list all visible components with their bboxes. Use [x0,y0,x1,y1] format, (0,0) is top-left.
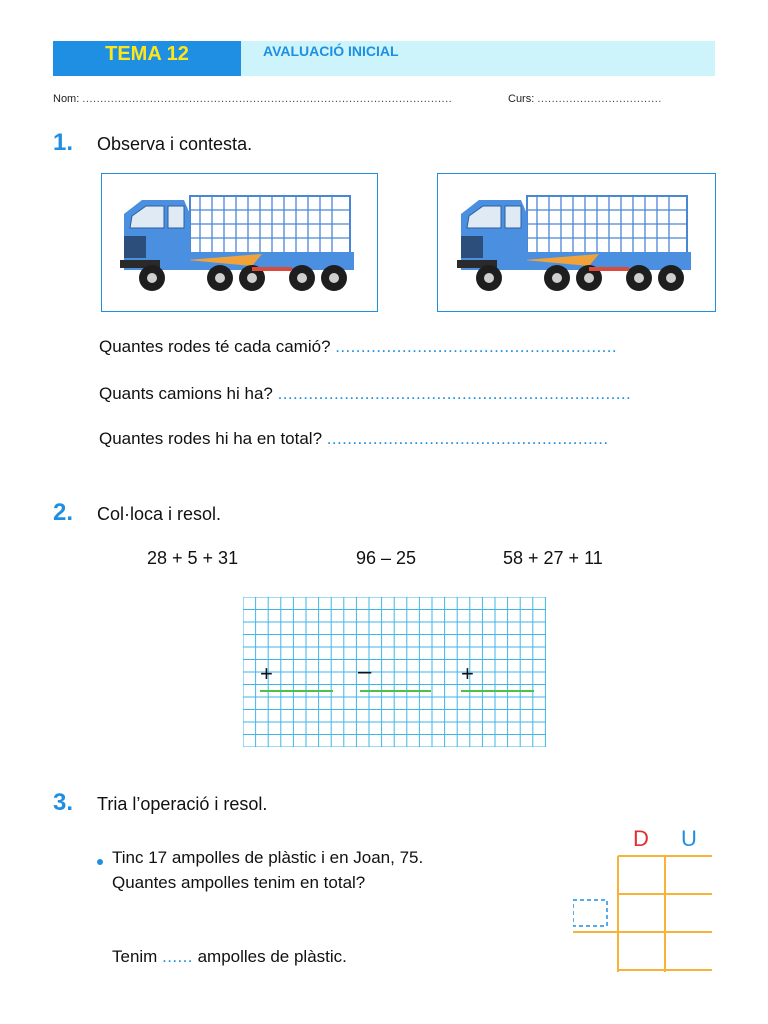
answer-line[interactable]: ....................................................... [326,429,609,448]
operation-1: 28 + 5 + 31 [147,548,239,568]
calculation-grid[interactable] [243,597,546,747]
minus-sign: – [358,658,372,685]
q1-instruction: Observa i contesta. [97,134,253,154]
answer-blank[interactable]: ...... [162,947,193,966]
truck-image-2 [437,173,716,312]
operation-3: 58 + 27 + 11 [503,548,603,568]
truck-image-1 [101,173,378,312]
page-title: AVALUACIÓ INICIAL [263,43,399,59]
tens-units-box[interactable] [573,826,713,972]
q1-number: 1. [53,129,74,156]
q1-question-1-text: Quantes rodes té cada camió? [99,337,331,356]
q2-instruction: Col·loca i resol. [97,504,222,524]
truck-icon [438,174,715,311]
name-label: Nom: [53,93,80,105]
answer-suffix: ampolles de plàstic. [197,947,347,966]
q3-number: 3. [53,789,74,816]
answer-line[interactable]: ..................................................................... [277,384,632,403]
name-field[interactable] [53,93,452,105]
operation-2: 96 – 25 [356,548,417,568]
bullet-icon [96,853,104,861]
q1-question-2-text: Quants camions hi ha? [99,384,273,403]
name-dots: ........................................................................................................ [82,93,453,105]
answer-line[interactable]: ....................................................... [335,337,618,356]
q1-question-3 [99,428,609,450]
q1-question-3-text: Quantes rodes hi ha en total? [99,429,323,448]
problem-line-2: Quantes ampolles tenim en total? [112,873,366,892]
truck-icon [102,174,377,311]
carry-box[interactable] [573,900,607,926]
tens-label: D [633,826,649,851]
plus-sign: + [461,661,474,686]
course-label: Curs: [508,93,535,105]
q1-question-2 [99,383,631,405]
plus-sign: + [260,661,273,686]
tema-label: TEMA 12 [105,43,189,65]
q3-answer [112,946,347,968]
units-label: U [681,826,697,851]
q3-instruction: Tria l’operació i resol. [97,794,268,814]
course-dots: ................................... [537,93,662,105]
q1-question-1 [99,336,617,358]
problem-line-1: Tinc 17 ampolles de plàstic i en Joan, 75. [112,848,424,867]
answer-prefix: Tenim [112,947,158,966]
course-field[interactable] [508,93,662,105]
q2-number: 2. [53,499,74,526]
